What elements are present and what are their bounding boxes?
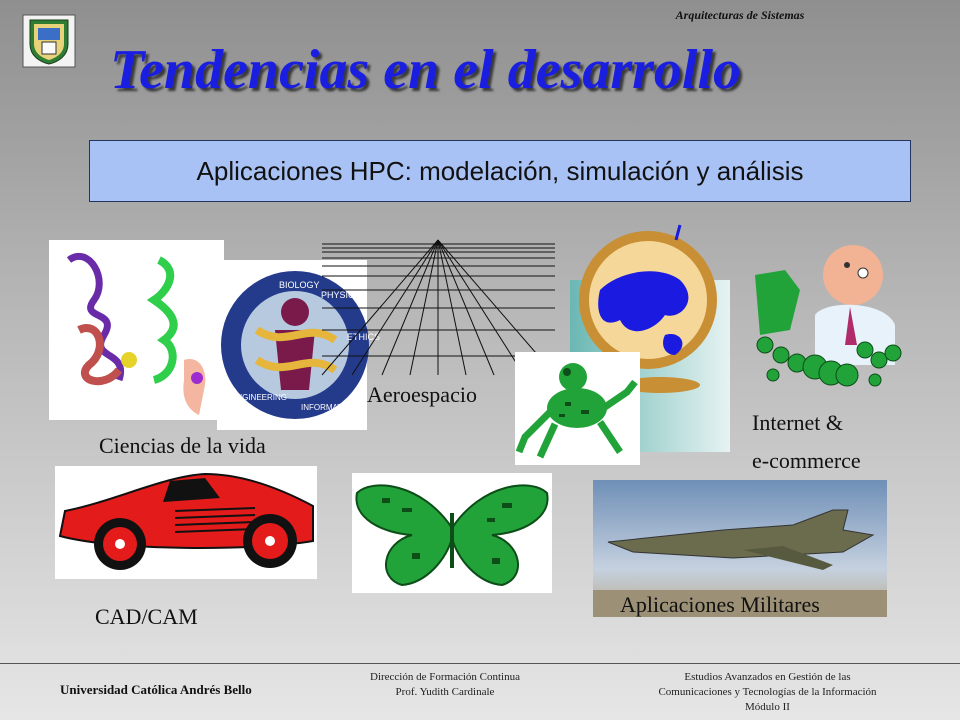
footer-divider bbox=[0, 663, 960, 664]
badge-word-engineering: ENGINEERING bbox=[231, 393, 288, 402]
badge-word-informatics: INFORMATICS bbox=[301, 403, 356, 412]
label-military: Aplicaciones Militares bbox=[620, 592, 820, 617]
footer-middle-line1: Dirección de Formación Continua bbox=[370, 671, 520, 683]
footer-university: Universidad Católica Andrés Bello bbox=[60, 682, 252, 697]
subtitle-text: Aplicaciones HPC: modelación, simulación y análisis bbox=[196, 155, 804, 186]
badge-word-physics: PHYSICS bbox=[321, 290, 361, 300]
footer-right-line2: Comunicaciones y Tecnologías de la Información bbox=[658, 686, 877, 698]
label-internet-line2: e-commerce bbox=[752, 448, 861, 473]
subtitle-box bbox=[89, 140, 911, 202]
frog-image bbox=[515, 352, 640, 465]
badge-word-ethics: ETHICS bbox=[347, 332, 381, 342]
internet-businessman-image bbox=[745, 235, 905, 405]
footer-right bbox=[625, 670, 910, 715]
label-internet-line1: Internet & bbox=[752, 410, 844, 435]
course-tag: Arquitecturas de Sistemas bbox=[675, 8, 805, 22]
footer-middle-line2: Prof. Yudith Cardinale bbox=[395, 686, 495, 698]
footer-right-line3: Módulo II bbox=[745, 701, 790, 713]
sports-car-image bbox=[55, 466, 317, 579]
badge-word-biology: BIOLOGY bbox=[279, 280, 320, 290]
footer-middle bbox=[330, 670, 560, 700]
label-aerospace: Aeroespacio bbox=[367, 382, 477, 407]
university-logo bbox=[22, 14, 76, 68]
protein-image bbox=[49, 240, 224, 420]
label-life-sciences: Ciencias de la vida bbox=[99, 433, 266, 458]
butterfly-image bbox=[352, 473, 552, 593]
footer-right-line1: Estudios Avanzados en Gestión de las bbox=[684, 671, 851, 683]
label-cadcam: CAD/CAM bbox=[95, 604, 198, 629]
slide-title: Tendencias en el desarrollo bbox=[110, 39, 742, 101]
